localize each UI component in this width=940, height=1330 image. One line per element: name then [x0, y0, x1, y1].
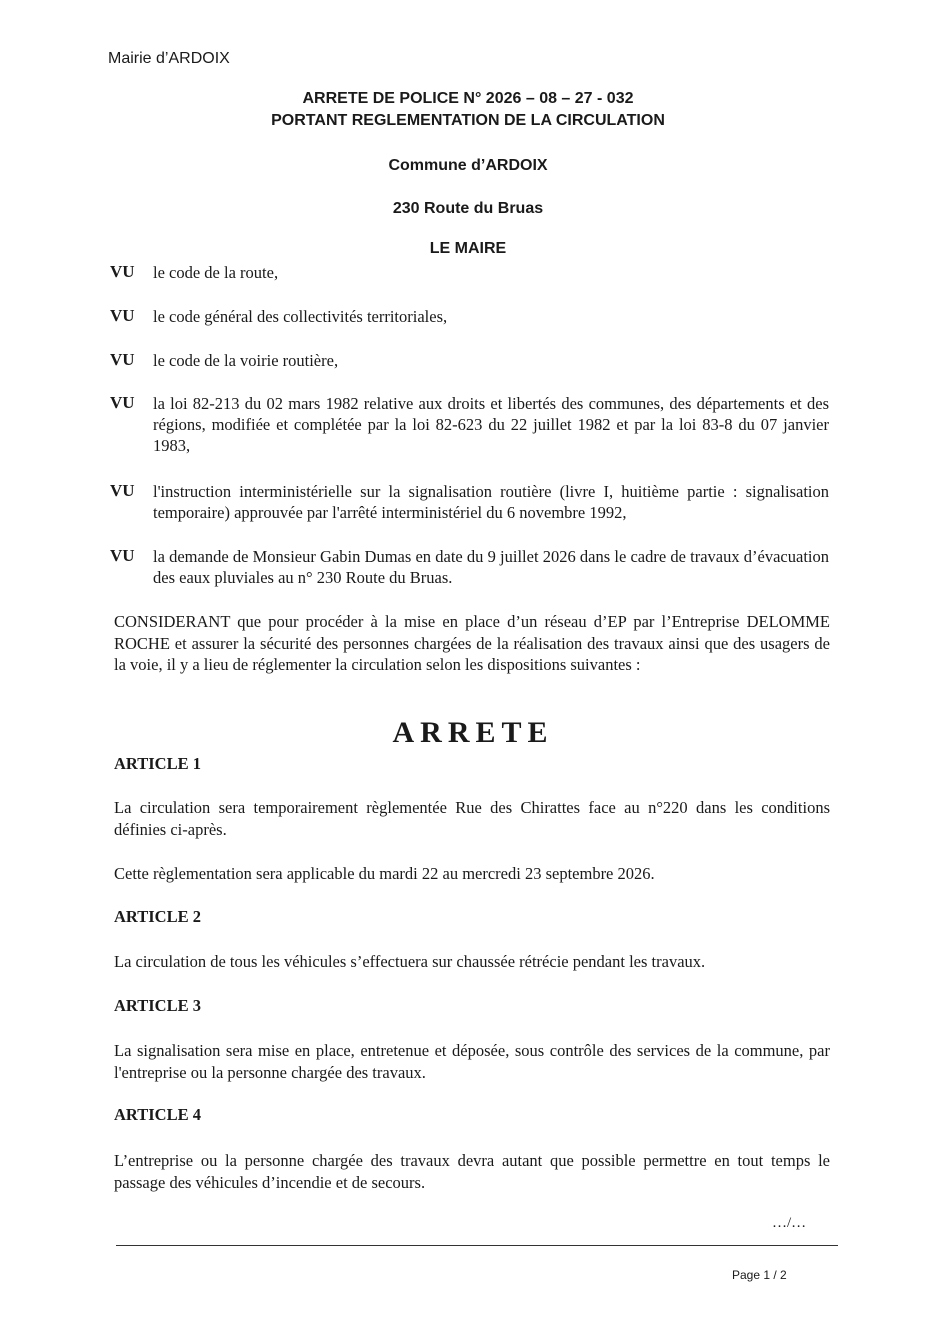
vu-clause: l'instruction interministérielle sur la signalisation routière (livre I, huitième partie : signalisation temporaire) approuvée par l'arrêté interministériel du 6 novembre 1992,: [153, 482, 829, 522]
vu-clause: la loi 82-213 du 02 mars 1982 relative aux droits et libertés des communes, des départements et des régions, modifiée et complétée par la loi 82-623 du 22 juillet 1982 et par la loi 83-8 du 07 janvier 1983,: [153, 394, 829, 455]
page-number: Page 1 / 2: [732, 1268, 787, 1282]
arrete-heading: ARRETE: [392, 716, 554, 749]
le-maire-heading: LE MAIRE: [429, 240, 507, 257]
article-2-title: ARTICLE 2: [114, 907, 201, 926]
commune-name: Commune d’ARDOIX: [388, 157, 548, 174]
vu-label: VU: [110, 546, 135, 565]
article-1-paragraph: Cette règlementation sera applicable du mardi 22 au mercredi 23 septembre 2026.: [114, 864, 655, 883]
vu-clause: le code de la voirie routière,: [153, 351, 339, 370]
vu-label: VU: [110, 481, 135, 500]
article-4-title: ARTICLE 4: [114, 1105, 201, 1124]
article-1-title: ARTICLE 1: [114, 754, 201, 773]
vu-label: VU: [110, 262, 135, 281]
vu-clause: le code de la route,: [153, 263, 279, 282]
article-3-paragraph: La signalisation sera mise en place, entretenue et déposée, sous contrôle des services de la commune, par l'entreprise ou la personne chargée des travaux.: [114, 1041, 830, 1082]
vu-clause: la demande de Monsieur Gabin Dumas en date du 9 juillet 2026 dans le cadre de travaux d’évacuation des eaux pluviales au n° 230 Route du Bruas.: [153, 547, 829, 587]
address: 230 Route du Bruas: [392, 200, 544, 217]
article-4-paragraph: L’entreprise ou la personne chargée des travaux devra autant que possible permettre en tout temps le passage des véhicules d’incendie et de secours.: [114, 1151, 830, 1192]
vu-label: VU: [110, 350, 135, 369]
considerant-paragraph: CONSIDERANT que pour procéder à la mise en place d’un réseau d’EP par l’Entreprise DELOMME ROCHE et assurer la sécurité des personnes chargées de la réalisation des travaux ainsi que des usagers de la voie, il y a lieu de réglementer la circulation selon les dispositions suivantes :: [114, 612, 830, 674]
mairie-label: Mairie d’ARDOIX: [108, 50, 230, 67]
article-2-paragraph: La circulation de tous les véhicules s’effectuera sur chaussée rétrécie pendant les travaux.: [114, 952, 706, 971]
continuation-mark: …/…: [772, 1215, 807, 1231]
footer-divider: [116, 1245, 838, 1246]
article-3-title: ARTICLE 3: [114, 996, 201, 1015]
document-title-line2: PORTANT REGLEMENTATION DE LA CIRCULATION: [271, 112, 665, 129]
vu-clause: le code général des collectivités territoriales,: [153, 307, 448, 326]
document-title-line1: ARRETE DE POLICE N° 2026 – 08 – 27 - 032: [302, 90, 634, 107]
article-1-paragraph: La circulation sera temporairement règlementée Rue des Chirattes face au n°220 dans les conditions définies ci-après.: [114, 798, 830, 839]
vu-label: VU: [110, 393, 135, 412]
vu-label: VU: [110, 306, 135, 325]
